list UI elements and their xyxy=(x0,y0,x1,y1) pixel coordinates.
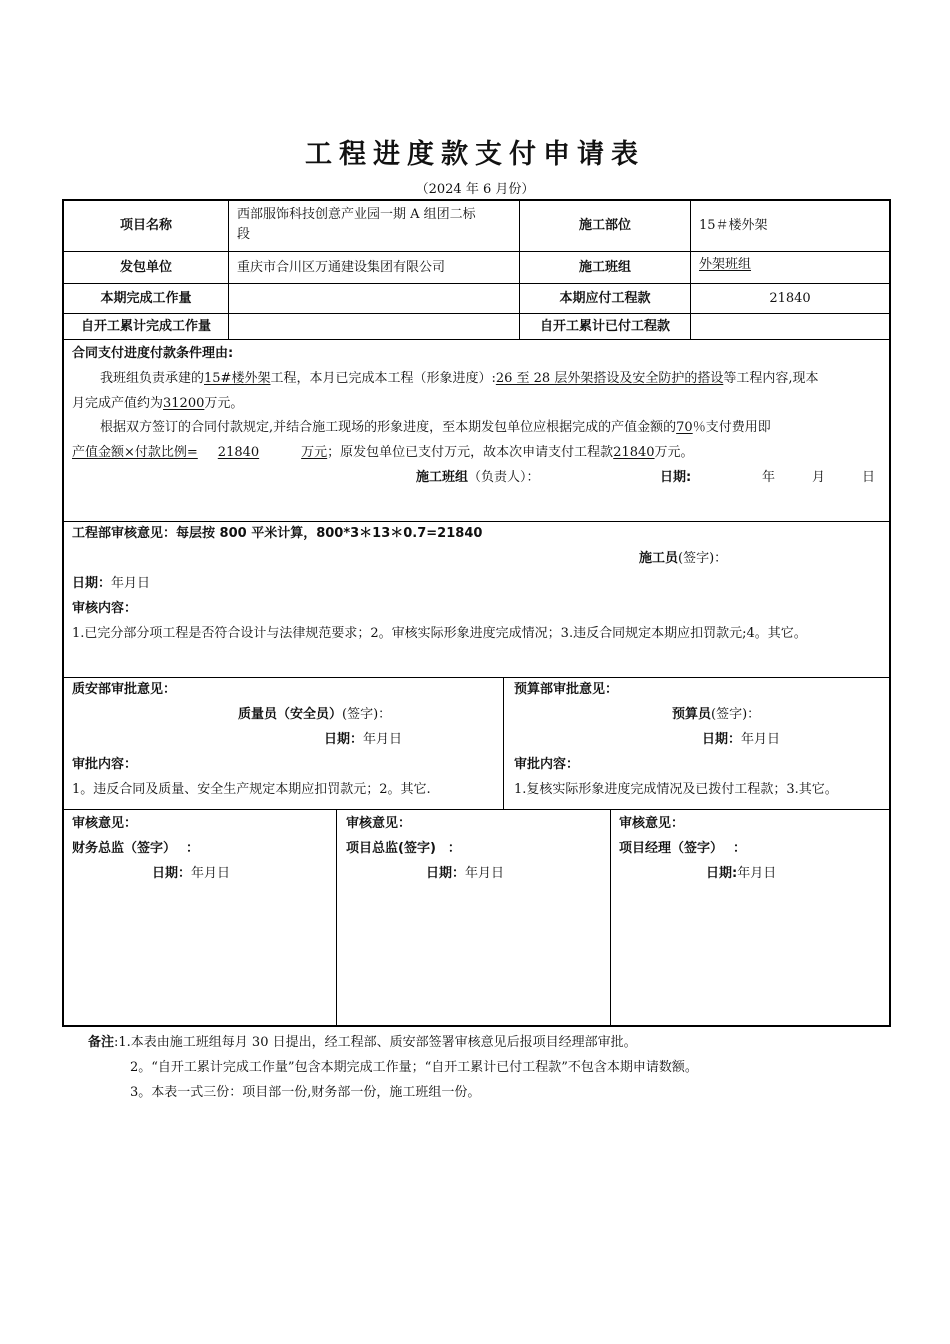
budget-heading: 预算部审批意见： xyxy=(514,682,619,697)
work-done-label: 本期完成工作量 xyxy=(100,290,192,306)
reason-formula: 产值金额×付款比例= xyxy=(72,445,198,460)
engineering-date-label: 日期： xyxy=(72,576,112,591)
finance-date-label: 日期： xyxy=(152,866,192,881)
work-done-value xyxy=(229,284,519,313)
section-divider xyxy=(64,677,889,678)
team-value-cell xyxy=(691,252,889,283)
safety-signer xyxy=(238,705,391,725)
safety-date-value: 年月日 xyxy=(363,732,403,747)
director-review-date xyxy=(426,864,504,884)
safety-date-label: 日期： xyxy=(324,732,364,747)
reason-team-scope: 15#楼外架 xyxy=(204,371,271,386)
manager-signer-colon: ： xyxy=(733,841,747,856)
director-review-signer xyxy=(346,839,461,859)
column-divider xyxy=(336,809,337,1027)
budget-date xyxy=(702,730,780,750)
project-name-line1: 西部服饰科技创意产业园一期 A 组团二标 xyxy=(237,207,476,222)
reason-paragraph-1-line-2 xyxy=(72,394,243,414)
safety-signer-label: 质量员（安全员） xyxy=(238,707,343,722)
reason-output-value: 31200 xyxy=(163,396,205,411)
team-value: 外架班组 xyxy=(699,257,752,272)
reason-text: 月完成产值约为 xyxy=(72,396,164,411)
reason-date-year: 年 xyxy=(762,470,776,485)
reason-text: 我班组负责承建的 xyxy=(100,371,205,386)
reason-payment-ratio: 70 xyxy=(676,420,693,435)
reason-text: 万元。 xyxy=(654,445,694,460)
director-date-value: 年月日 xyxy=(465,866,505,881)
engineering-date xyxy=(72,574,150,594)
contractor-label: 发包单位 xyxy=(119,259,172,275)
manager-review-signer xyxy=(619,839,746,859)
reason-text: 根据双方签订的合同付款规定,并结合施工现场的形象进度，至本期发包单位应根据完成的产值金额的 xyxy=(100,420,677,435)
budget-signer xyxy=(672,705,760,725)
project-name-label: 项目名称 xyxy=(119,218,172,233)
cumulative-paid-label: 自开工累计已付工程款 xyxy=(539,318,670,334)
finance-signer-colon: ： xyxy=(186,841,200,856)
reason-text: 等工程内容,现本 xyxy=(723,371,819,386)
notes-text: :1.本表由施工班组每月 30 日提出，经工程部、质安部签署审核意见后报项目经理部审批。 xyxy=(114,1035,637,1050)
reason-paragraph-2-line-2 xyxy=(72,443,694,463)
reason-text: ；原发包单位已支付万元，故本次申请支付工程款 xyxy=(327,445,614,460)
notes-label: 备注 xyxy=(88,1035,115,1050)
reason-paragraph-2-line-1 xyxy=(100,418,771,438)
engineering-signer xyxy=(639,549,727,569)
reason-date-label: 日期: xyxy=(660,470,692,485)
engineering-signer-label: 施工员 xyxy=(639,551,679,566)
director-signer-colon: ： xyxy=(447,841,461,856)
budget-content-label: 审批内容： xyxy=(514,757,580,772)
application-form-table xyxy=(62,199,891,1027)
site-label: 施工部位 xyxy=(578,218,631,233)
engineering-content-label: 审核内容： xyxy=(72,601,138,616)
reason-signature xyxy=(416,468,540,488)
budget-signer-label: 预算员 xyxy=(672,707,712,722)
cumulative-work-value xyxy=(229,314,519,339)
notes-line-1 xyxy=(88,1033,637,1053)
cumulative-work-label: 自开工累计完成工作量 xyxy=(80,318,211,334)
budget-content-text: 1.复核实际形象进度完成情况及已拨付工程款；3.其它。 xyxy=(514,782,838,797)
safety-content-text: 1。违反合同及质量、安全生产规定本期应扣罚款元；2。其它. xyxy=(72,782,431,797)
payable-label: 本期应付工程款 xyxy=(559,290,651,306)
reason-paragraph-1-line-1 xyxy=(100,369,818,389)
row-divider xyxy=(64,339,889,340)
director-signer-label: 项目总监(签字) xyxy=(346,841,436,856)
reason-formula-value: 21840 xyxy=(217,445,260,460)
reason-text: ％支付费用即 xyxy=(692,420,771,435)
form-period: （2024 年 6 月份） xyxy=(415,182,535,197)
engineering-heading: 工程部审核意见：每层按 800 平米计算，800*3＊13＊0.7=21840 xyxy=(72,526,483,541)
column-divider xyxy=(610,809,611,1027)
reason-formula-unit: 万元 xyxy=(301,445,328,460)
budget-signer-note: (签字)： xyxy=(711,707,761,722)
section-divider xyxy=(64,521,889,522)
cumulative-paid-value xyxy=(691,314,889,339)
reason-text: 工程，本月已完成本工程（形象进度）: xyxy=(270,371,496,386)
manager-date-value: 年月日 xyxy=(737,866,777,881)
engineering-signer-note: (签字)： xyxy=(678,551,728,566)
budget-date-value: 年月日 xyxy=(741,732,781,747)
reason-date-month: 月 xyxy=(812,470,826,485)
finance-date-value: 年月日 xyxy=(191,866,231,881)
contractor-value: 重庆市合川区万通建设集团有限公司 xyxy=(237,259,446,275)
reason-progress: 26 至 28 层外架搭设及安全防护的搭设 xyxy=(495,371,724,386)
director-review-heading: 审核意见： xyxy=(346,816,412,831)
budget-date-label: 日期： xyxy=(702,732,742,747)
finance-signer-label: 财务总监（签字） xyxy=(72,841,177,856)
director-date-label: 日期： xyxy=(426,866,466,881)
manager-review-date xyxy=(706,864,776,884)
finance-review-signer xyxy=(72,839,199,859)
notes-line-2: 2。“自开工累计完成工作量”包含本期完成工作量；“自开工累计已付工程款”不包含本期申请数额。 xyxy=(130,1060,698,1075)
manager-signer-label: 项目经理（签字） xyxy=(619,841,724,856)
project-name-line2: 段 xyxy=(237,227,251,242)
reason-sign-label: 施工班组 xyxy=(416,470,469,485)
engineering-content-text: 1.已完分部分项工程是否符合设计与法律规范要求；2。审核实际形象进度完成情况；3.违反合同规定本期应扣罚款元;4。其它。 xyxy=(72,626,807,641)
reason-heading: 合同支付进度付款条件理由: xyxy=(72,346,234,361)
manager-review-heading: 审核意见： xyxy=(619,816,685,831)
project-name-value xyxy=(229,201,519,251)
payable-value: 21840 xyxy=(769,290,811,306)
notes-line-3: 3。本表一式三份：项目部一份,财务部一份，施工班组一份。 xyxy=(130,1085,481,1100)
reason-request-amount: 21840 xyxy=(613,445,655,460)
engineering-date-value: 年月日 xyxy=(111,576,151,591)
reason-date-day: 日 xyxy=(862,470,876,485)
manager-date-label: 日期: xyxy=(706,866,738,881)
reason-text: 万元。 xyxy=(204,396,244,411)
finance-review-heading: 审核意见： xyxy=(72,816,138,831)
safety-date xyxy=(324,730,402,750)
column-divider xyxy=(503,677,504,809)
safety-signer-note: (签字)： xyxy=(342,707,392,722)
reason-sign-role: （负责人）： xyxy=(468,470,540,485)
team-label: 施工班组 xyxy=(578,259,631,275)
safety-heading: 质安部审批意见： xyxy=(72,682,177,697)
site-value: 15＃楼外架 xyxy=(699,218,768,233)
form-title: 工程进度款支付申请表 xyxy=(305,139,645,170)
section-divider xyxy=(64,809,889,810)
safety-content-label: 审批内容： xyxy=(72,757,138,772)
finance-review-date xyxy=(152,864,230,884)
